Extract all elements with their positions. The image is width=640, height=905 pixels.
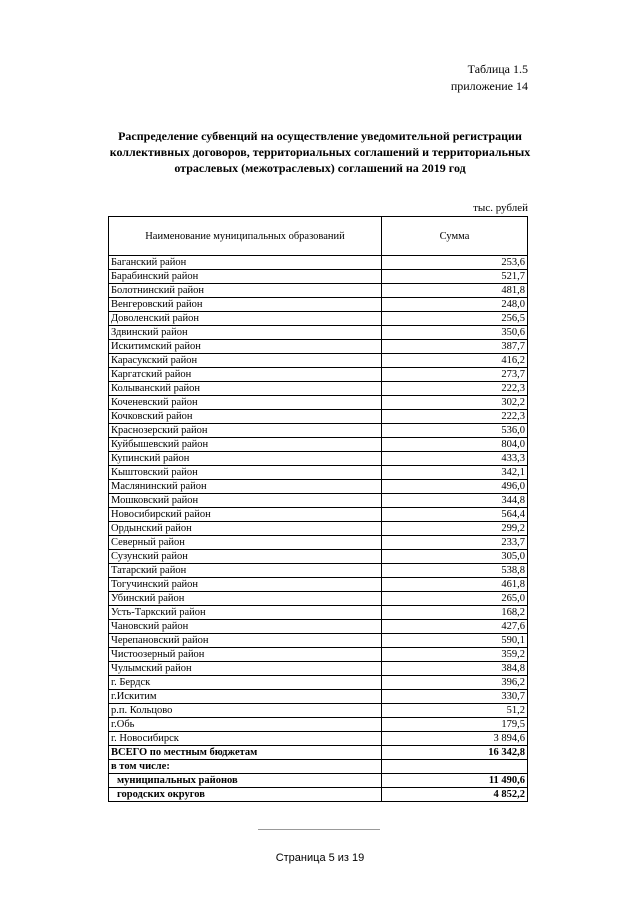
table-number: Таблица 1.5 (467, 62, 528, 76)
table-row (109, 410, 528, 424)
table-row (109, 536, 528, 550)
table-row (109, 438, 528, 452)
amount-cell: 305,0 (382, 550, 528, 564)
municipality-name: Коченевский район (109, 396, 382, 410)
amount-cell: 344,8 (382, 494, 528, 508)
table-row (109, 662, 528, 676)
amount-cell: 427,6 (382, 620, 528, 634)
table-row (109, 284, 528, 298)
amount-cell: 16 342,8 (382, 746, 528, 760)
municipality-name: Барабинский район (109, 270, 382, 284)
table-row (109, 550, 528, 564)
table-row (109, 634, 528, 648)
municipality-name: Сузунский район (109, 550, 382, 564)
table-row (109, 494, 528, 508)
table-row (109, 592, 528, 606)
table-row (109, 620, 528, 634)
municipality-name: Черепановский район (109, 634, 382, 648)
amount-cell: 273,7 (382, 368, 528, 382)
amount-cell: 521,7 (382, 270, 528, 284)
amount-cell: 350,6 (382, 326, 528, 340)
table-row (109, 368, 528, 382)
table-row (109, 354, 528, 368)
appendix-number: приложение 14 (450, 79, 528, 93)
municipality-name: Здвинский район (109, 326, 382, 340)
municipality-name: Убинский район (109, 592, 382, 606)
municipality-name: муниципальных районов (109, 774, 382, 788)
municipality-name: Чистоозерный район (109, 648, 382, 662)
amount-cell: 253,6 (382, 256, 528, 270)
municipality-name: г.Обь (109, 718, 382, 732)
table-row (109, 424, 528, 438)
municipality-name: Доволенский район (109, 312, 382, 326)
municipality-name: Кыштовский район (109, 466, 382, 480)
municipality-name: городских округов (109, 788, 382, 802)
municipality-name: Новосибирский район (109, 508, 382, 522)
table-row (109, 508, 528, 522)
amount-cell (382, 760, 528, 774)
municipality-name: ВСЕГО по местным бюджетам (109, 746, 382, 760)
municipality-name: Чановский район (109, 620, 382, 634)
municipality-name: Усть-Таркский район (109, 606, 382, 620)
table-row (109, 396, 528, 410)
table-row (109, 564, 528, 578)
amount-cell: 387,7 (382, 340, 528, 354)
municipality-name: Татарский район (109, 564, 382, 578)
municipality-name: в том числе: (109, 760, 382, 774)
amount-cell: 342,1 (382, 466, 528, 480)
amount-cell: 481,8 (382, 284, 528, 298)
amount-cell: 222,3 (382, 410, 528, 424)
table-row (109, 326, 528, 340)
amount-cell: 168,2 (382, 606, 528, 620)
table-row (109, 648, 528, 662)
amount-cell: 302,2 (382, 396, 528, 410)
amount-cell: 416,2 (382, 354, 528, 368)
municipality-name: г.Искитим (109, 690, 382, 704)
table-header-row (109, 217, 528, 256)
municipality-name: Маслянинский район (109, 480, 382, 494)
subtotal-row (109, 774, 528, 788)
subsidy-table (108, 216, 528, 802)
amount-cell: 804,0 (382, 438, 528, 452)
municipality-name: Болотнинский район (109, 284, 382, 298)
municipality-name: Мошковский район (109, 494, 382, 508)
amount-cell: 4 852,2 (382, 788, 528, 802)
table-row (109, 606, 528, 620)
column-header-sum: Сумма (382, 217, 528, 256)
amount-cell: 538,8 (382, 564, 528, 578)
municipality-name: Северный район (109, 536, 382, 550)
footer-divider (258, 829, 380, 830)
including-row (109, 760, 528, 774)
amount-cell: 461,8 (382, 578, 528, 592)
amount-cell: 359,2 (382, 648, 528, 662)
table-row (109, 578, 528, 592)
table-row (109, 382, 528, 396)
table-row (109, 480, 528, 494)
table-row (109, 340, 528, 354)
amount-cell: 590,1 (382, 634, 528, 648)
amount-cell: 11 490,6 (382, 774, 528, 788)
amount-cell: 496,0 (382, 480, 528, 494)
amount-cell: 396,2 (382, 676, 528, 690)
table-row (109, 522, 528, 536)
document-title: Распределение субвенций на осуществление уведомительной регистрации коллективных договоров, территориальных соглашений и территориальных отраслевых (межотраслевых) соглашений на 2019 год (109, 129, 531, 175)
amount-cell: 222,3 (382, 382, 528, 396)
subtotal-row (109, 788, 528, 802)
amount-cell: 256,5 (382, 312, 528, 326)
table-row (109, 256, 528, 270)
table-row (109, 312, 528, 326)
municipality-name: Искитимский район (109, 340, 382, 354)
amount-cell: 248,0 (382, 298, 528, 312)
table-row (109, 676, 528, 690)
amount-cell: 433,3 (382, 452, 528, 466)
municipality-name: Карасукский район (109, 354, 382, 368)
municipality-name: Краснозерский район (109, 424, 382, 438)
municipality-name: Куйбышевский район (109, 438, 382, 452)
municipality-name: Венгеровский район (109, 298, 382, 312)
amount-cell: 3 894,6 (382, 732, 528, 746)
table-row (109, 718, 528, 732)
amount-cell: 179,5 (382, 718, 528, 732)
amount-cell: 265,0 (382, 592, 528, 606)
amount-cell: 51,2 (382, 704, 528, 718)
municipality-name: Кочковский район (109, 410, 382, 424)
municipality-name: Каргатский район (109, 368, 382, 382)
municipality-name: г. Новосибирск (109, 732, 382, 746)
units-label: тыс. рублей (473, 202, 528, 214)
municipality-name: Колыванский район (109, 382, 382, 396)
table-body (109, 256, 528, 802)
table-row (109, 270, 528, 284)
municipality-name: Купинский район (109, 452, 382, 466)
municipality-name: Баганский район (109, 256, 382, 270)
total-row (109, 746, 528, 760)
table-row (109, 298, 528, 312)
amount-cell: 384,8 (382, 662, 528, 676)
table-row (109, 452, 528, 466)
municipality-name: Тогучинский район (109, 578, 382, 592)
amount-cell: 564,4 (382, 508, 528, 522)
municipality-name: Чулымский район (109, 662, 382, 676)
municipality-name: р.п. Кольцово (109, 704, 382, 718)
page-number: Страница 5 из 19 (275, 852, 365, 864)
amount-cell: 299,2 (382, 522, 528, 536)
municipality-name: г. Бердск (109, 676, 382, 690)
amount-cell: 536,0 (382, 424, 528, 438)
amount-cell: 330,7 (382, 690, 528, 704)
table-row (109, 704, 528, 718)
table-row (109, 690, 528, 704)
table-row (109, 732, 528, 746)
column-header-name: Наименование муниципальных образований (109, 217, 382, 256)
amount-cell: 233,7 (382, 536, 528, 550)
municipality-name: Ордынский район (109, 522, 382, 536)
table-row (109, 466, 528, 480)
